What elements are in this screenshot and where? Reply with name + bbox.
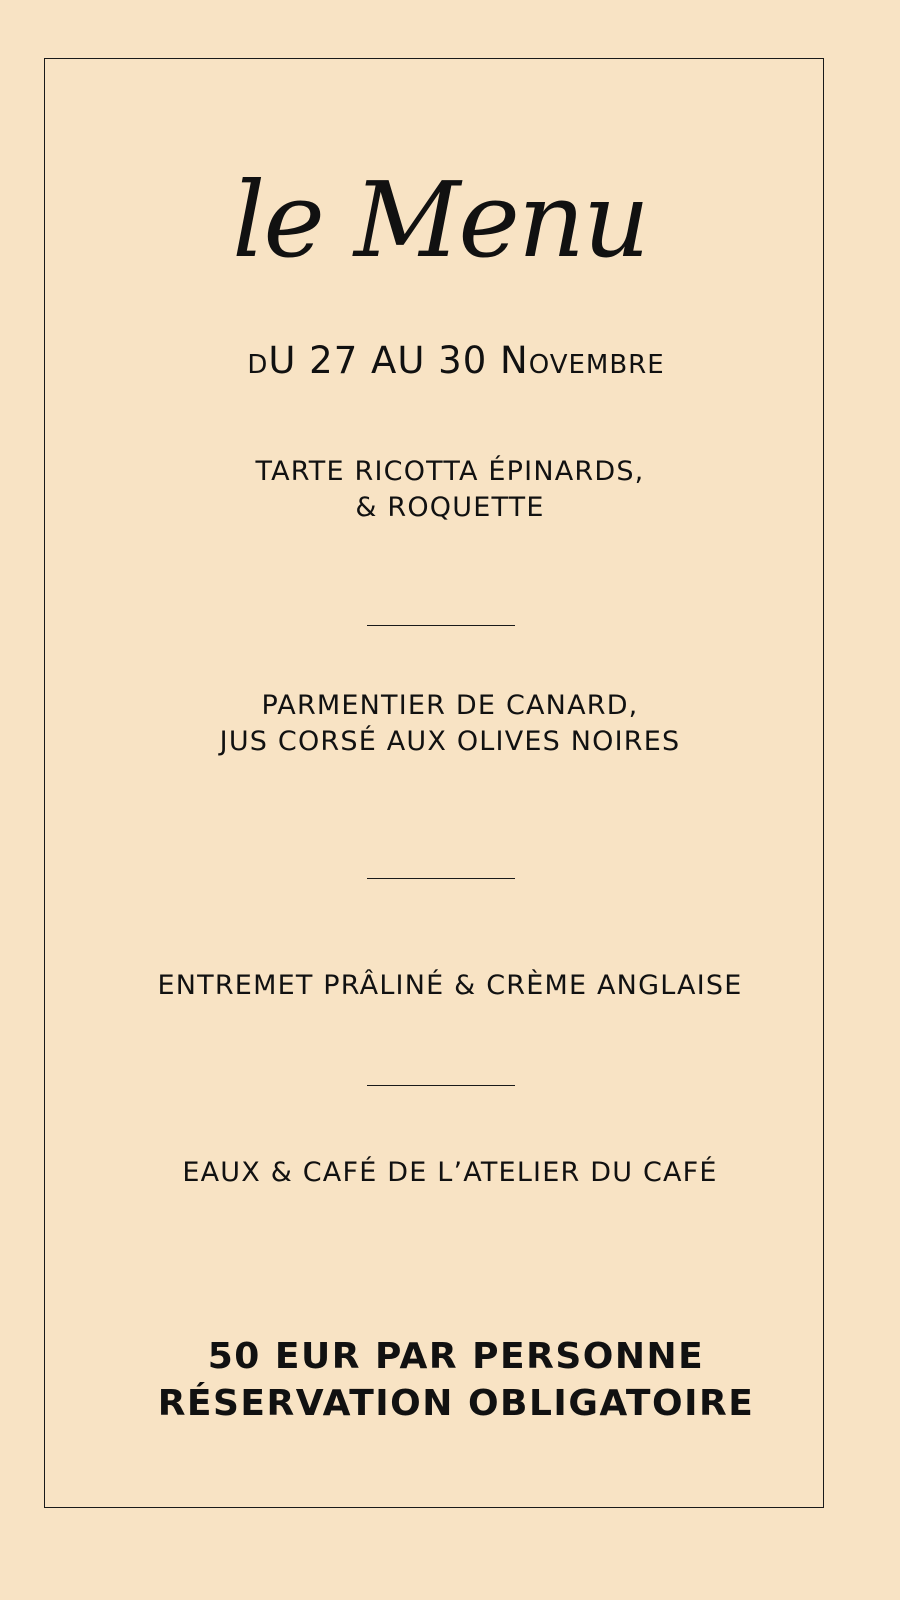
menu-dates: dU 27 AU 30 Novembre — [247, 339, 665, 382]
separator — [367, 878, 515, 879]
reservation-text: RÉSERVATION OBLIGATOIRE — [157, 1383, 755, 1424]
course-dessert — [0, 968, 900, 1004]
course-line: PARMENTIER DE CANARD, — [261, 690, 639, 721]
menu-footer — [6, 1333, 900, 1427]
course-line: & ROQUETTE — [355, 492, 545, 523]
course-line: EAUX & CAFÉ DE L’ATELIER DU CAFÉ — [182, 1157, 718, 1188]
course-main — [0, 688, 900, 760]
menu-title: le Menu — [232, 159, 648, 281]
course-line: TARTE RICOTTA ÉPINARDS, — [255, 456, 645, 487]
course-drinks — [0, 1155, 900, 1191]
course-line: JUS CORSÉ AUX OLIVES NOIRES — [219, 726, 681, 757]
course-starter — [0, 454, 900, 526]
separator — [367, 625, 515, 626]
price-text: 50 EUR PAR PERSONNE — [207, 1336, 705, 1377]
course-line: ENTREMET PRÂLINÉ & CRÈME ANGLAISE — [157, 970, 743, 1001]
separator — [367, 1085, 515, 1086]
